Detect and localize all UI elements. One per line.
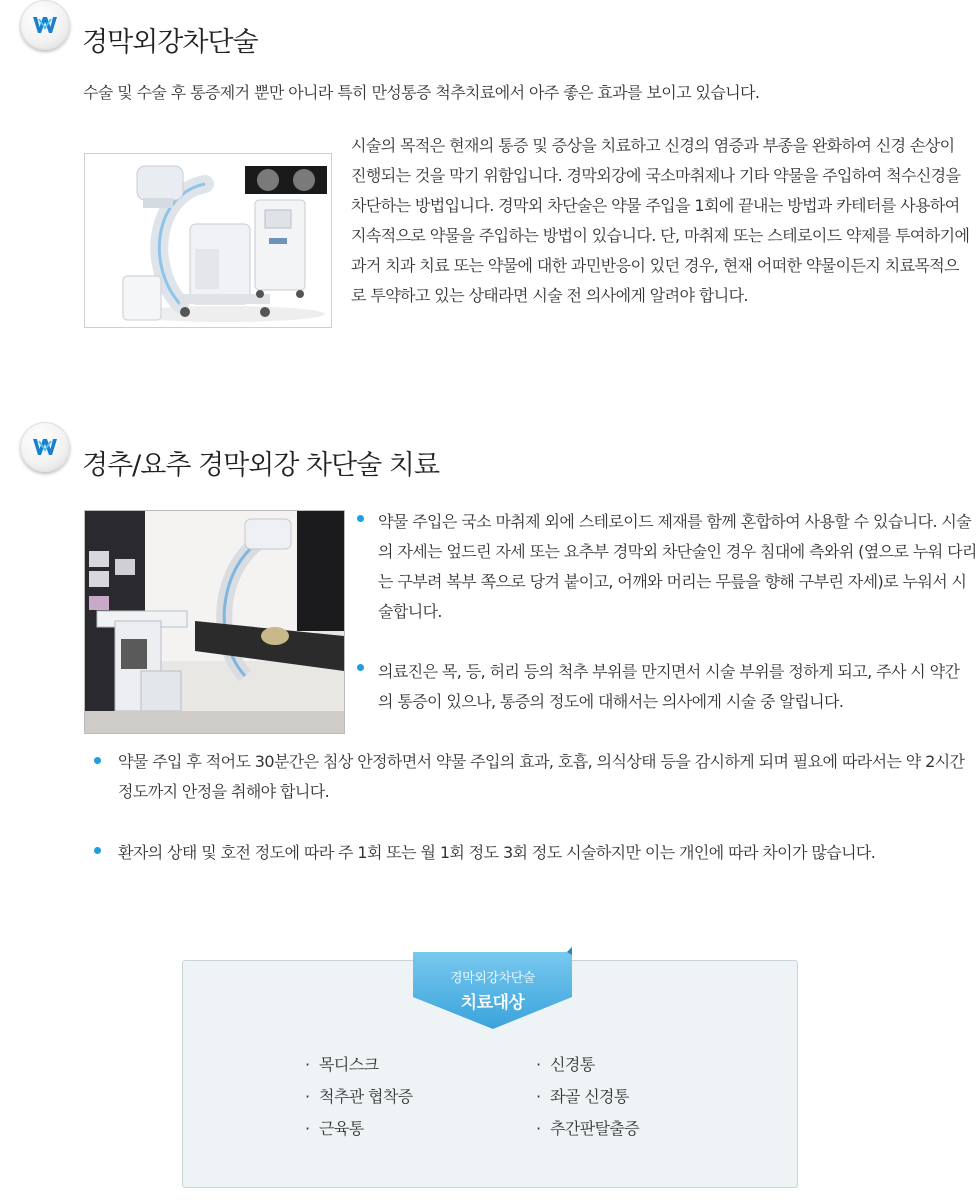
target-item: · 목디스크 [305, 1055, 379, 1074]
ribbon-title-procedure: 경막외강차단술 [449, 971, 536, 986]
target-item: · 척추관 협착증 [305, 1087, 413, 1106]
bullet-icon [94, 757, 101, 764]
target-item: · 신경통 [536, 1055, 595, 1074]
bullet-text: 약물 주입은 국소 마취제 외에 스테로이드 제재를 함께 혼합하여 사용할 수 있습니다. 시술의 자세는 엎드린 자세 또는 요추부 경막외 차단술인 경우 침대에 측와위 (옆으로 누워 다리는 구부려 복부 쪽으로 당겨 붙이고, 어깨와 머리는 무릎을 향해 구부린 자세)로 누워서 시술합니다. [378, 512, 977, 621]
bullet-icon [357, 515, 364, 522]
section-logo-icon [20, 0, 70, 50]
c-arm-equipment-image [84, 153, 332, 328]
bullet-text: 환자의 상태 및 호전 정도에 따라 주 1회 또는 월 1회 정도 3회 정도 시술하지만 이는 개인에 따라 차이가 많습니다. [118, 843, 876, 862]
target-item: · 추간판탈출증 [536, 1119, 640, 1138]
target-item: · 좌골 신경통 [536, 1087, 629, 1106]
section-title-epidural-block: 경막외강차단술 [82, 27, 258, 58]
target-item: · 근육통 [305, 1119, 364, 1138]
bullet-icon [94, 847, 101, 854]
intro-text: 수술 및 수술 후 통증제거 뿐만 아니라 특히 만성통증 척추치료에서 아주 좋은 효과를 보이고 있습니다. [83, 83, 760, 102]
bullet-text: 의료진은 목, 등, 허리 등의 척추 부위를 만지면서 시술 부위를 정하게 되고, 주사 시 약간의 통증이 있으나, 통증의 정도에 대해서는 의사에게 시술 중 알립니다. [378, 662, 960, 711]
epidural-block-description: 시술의 목적은 현재의 통증 및 증상을 치료하고 신경의 염증과 부종을 완화하여 신경 손상이 진행되는 것을 막기 위함입니다. 경막외강에 국소마취제나 기타 약물을 주입하여 척수신경을 차단하는 방법입니다. 경막외 차단술은 약물 주입을 1회에 끝내는 방법과 카테터를 사용하여 지속적으로 약물을 주입하는 방법이 있습니다. 단, 마취제 또는 스테로이드 약제를 투여하기에 과거 치과 치료 또는 약물에 대한 과민반응이 있던 경우, 현재 어떠한 약물이든지 치료목적으로 투약하고 있는 상태라면 시술 전 의사에게 알려야 합니다. [351, 136, 970, 305]
bullet-icon [357, 664, 364, 671]
bullet-text: 약물 주입 후 적어도 30분간은 침상 안정하면서 약물 주입의 효과, 호흡, 의식상태 등을 감시하게 되며 필요에 따라서는 약 2시간 정도까지 안정을 취해야 합니다. [118, 752, 965, 801]
ribbon-title-targets: 치료대상 [460, 993, 525, 1013]
section-logo-icon [20, 422, 70, 472]
section-title-cervical-lumbar: 경추/요추 경막외강 차단술 치료 [82, 450, 439, 481]
procedure-room-image [84, 510, 345, 734]
